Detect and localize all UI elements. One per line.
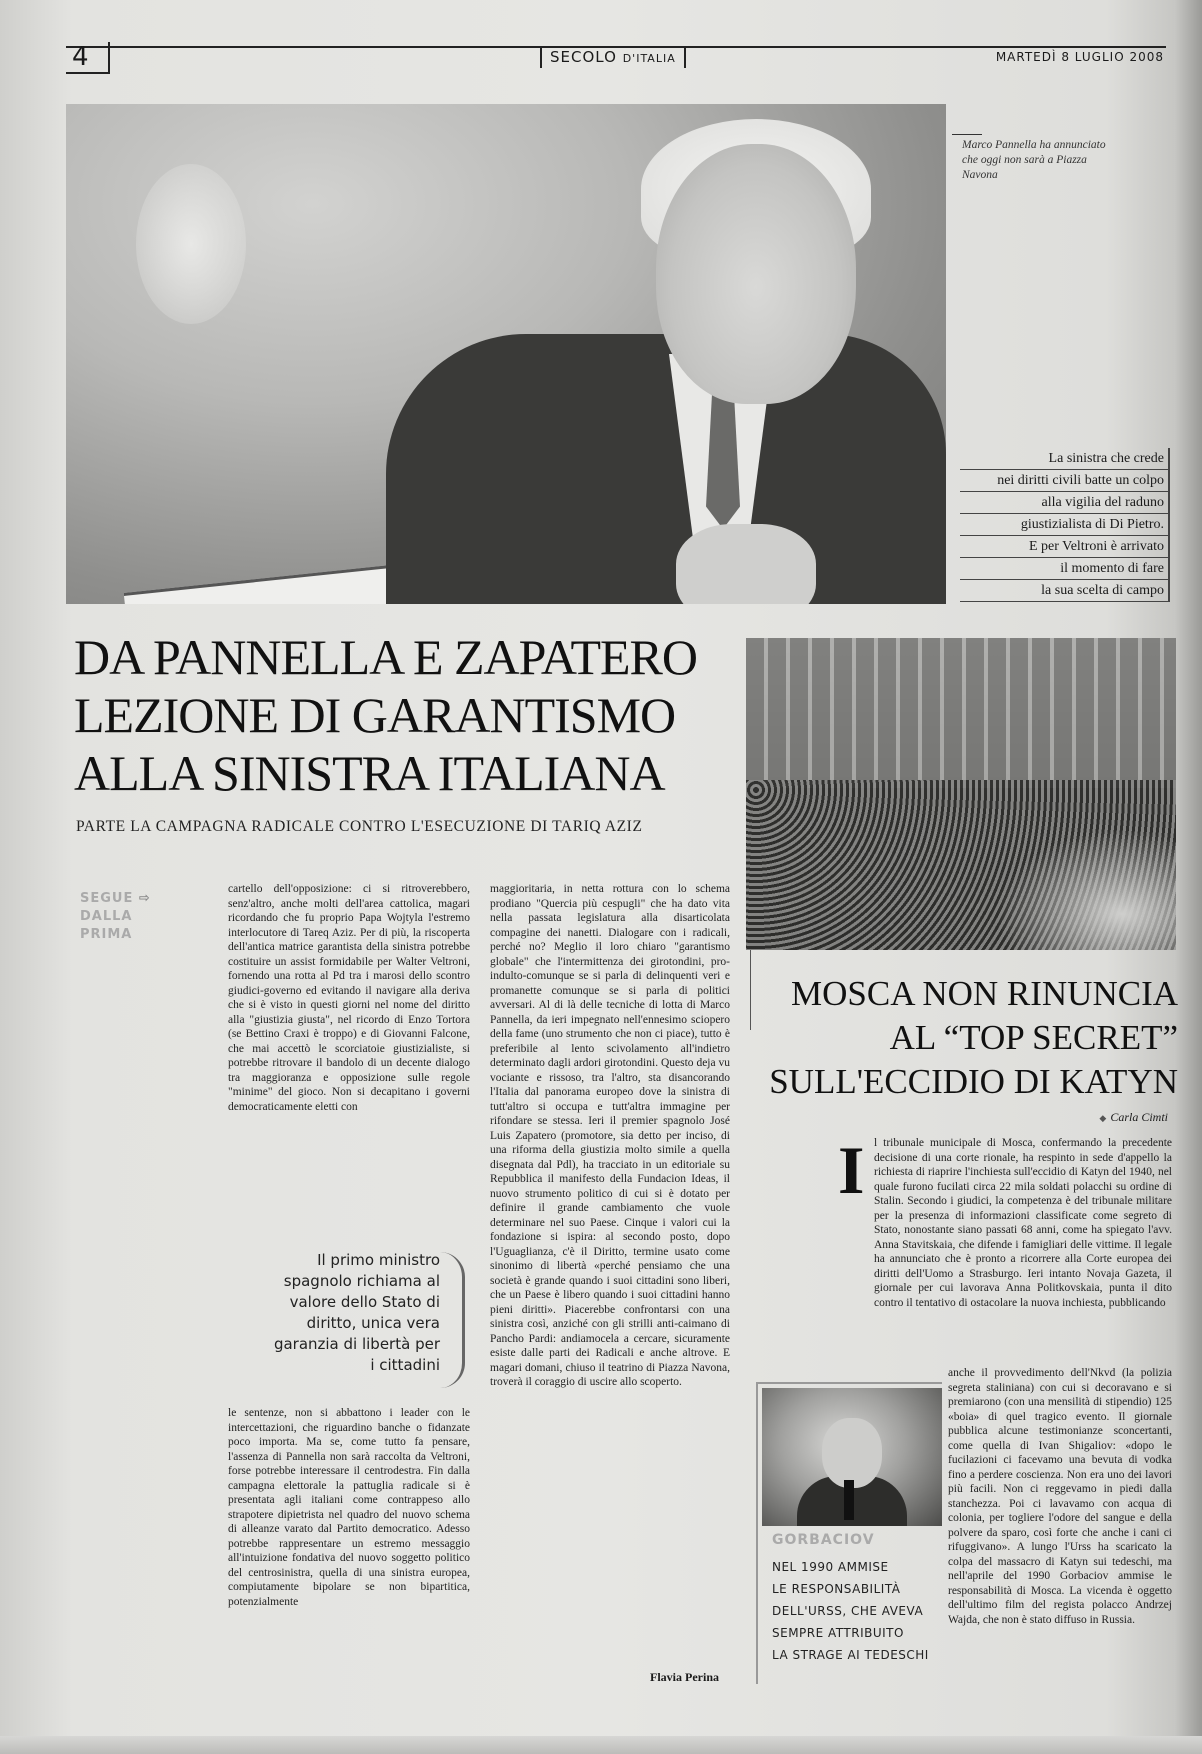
main-headline (74, 628, 744, 802)
photo-background-light (136, 164, 246, 324)
masthead-small: D'ITALIA (622, 52, 676, 65)
pullquote-line: la sua scelta di campo (960, 580, 1170, 602)
photo-head (822, 1418, 882, 1488)
page-spine-shadow (1174, 0, 1202, 1754)
box-title: GORBACIOV (772, 1532, 875, 1548)
side-headline (752, 972, 1178, 1104)
box-line: SEMPRE ATTRIBUITO (772, 1626, 904, 1640)
article-column-1-continued: le sentenze, non si abbattono i leader con le intercettazioni, che riguardino banche o fidanzate poco importa. Ma se, come tutto fa pensare, l'assenza di Pannella non sarà raccolta da Veltroni, forse potrebbe interessare il centrodestra. Fin dalla campagna elettorale la pattuglia radicale si è presentata agli italiani come contrappeso allo strapotere dipietrista nel quadro del nuovo schema di alleanze varato dal Partito democratico. Adesso potrebbe rappresentare un estremo messaggio all'intuizione fondativa del nuovo soggetto politico del centrosinistra, quella di una sinistra europea, compiutamente bipolare se non bipartitica, potenzialmente (228, 1407, 470, 1608)
side-article-paragraph: l tribunale municipale di Mosca, confermando la precedente decisione di una corte rionale, ha respinto in sede d'appello la richiesta di riaprire l'inchiesta sull'eccidio di Katyn del 1940, nel quale furono fucilati circa 22 mila soldati polacchi su ordine di Stalin. Secondo i giudici, la competenza è del tribunale militare per la presenza di informazioni classificate come segreto di Stato, nonostante siano passati 68 anni, come ha spiegato l'avv. Anna Stavitskaia, che difende i famigliari delle vittime. Il legale ha annunciato che è pronto a ricorrere alla Corte europea dei diritti dell'Uomo a Strasburgo. Ieri intanto Novaja Gazeta, il giornale per cui lavorava Anna Politkovskaia, punta il dito contro il tentativo di ostacolare la nuova inchiesta, pubblicando (874, 1137, 1172, 1309)
caption-rule (952, 134, 982, 135)
pullquote-line: La sinistra che crede (960, 448, 1170, 470)
side-headline-line: MOSCA NON RINUNCIA (791, 974, 1178, 1013)
side-headline-line: AL “TOP SECRET” (889, 1018, 1178, 1057)
masthead (540, 46, 686, 68)
page-number: 4 (66, 42, 110, 74)
headline-line: DA PANNELLA E ZAPATERO (74, 629, 697, 685)
side-author: Carla Cimti (1110, 1110, 1168, 1124)
photo-suit (386, 334, 946, 604)
segue-word: PRIMA (80, 927, 133, 942)
segue-word: DALLA (80, 909, 133, 924)
dateline: MARTEDÌ 8 LUGLIO 2008 (995, 50, 1164, 64)
photo-haze (996, 830, 1176, 950)
segue-dalla-prima (80, 890, 151, 944)
pullquote-line: nei diritti civili batte un colpo (960, 470, 1170, 492)
side-headline-line: SULL'ECCIDIO DI KATYN (769, 1062, 1178, 1101)
article-column-1: cartello dell'opposizione: ci si ritroverebbero, senz'altro, anche molti dell'area cattolica, magari ricordando che fu proprio Papa Wojtyla l'estremo interlocutore di Tareq Aziz. Per di più, la riscoperta dell'antica matrice garantista della sinistra potrebbe costituire un assist formidabile per Walter Veltroni, fornendo una rotta al Pd tra i marosi dello scontro giudici-governo ed evitando il navigare alla deriva che si è visto in questi giorni nel nome del diritto alla "giustizia giusta", nel ricordo di Enzo Tortora (se Bettino Craxi è troppo) e di Giovanni Falcone, che mai accettò le scorciatoie giustizialiste, si potrebbe ritrovare il bandolo di un decente dialogo tra maggioranza e opposizione sulle regole "minime" del gioco. Non si decapitano i governi democraticamente eletti con (228, 883, 470, 1113)
gorbaciov-photo (762, 1388, 942, 1526)
pullquote-line: E per Veltroni è arrivato (960, 536, 1170, 558)
headline-line: LEZIONE DI GARANTISMO (74, 687, 676, 743)
photo-structures (746, 638, 1176, 788)
pullquote-line: il momento di fare (960, 558, 1170, 580)
side-article-text-continued: anche il provvedimento dell'Nkvd (la polizia segreta staliniana) con cui si decoravano e si premiarono (con una mensilità di stipendio) 125 «boia» di quel tragico evento. Il giornale pubblica alcune testimonianze sconcertanti, come quella di Ivan Shigaliov: «dopo le fucilazioni ci facevamo una bevuta di vodka fino a perdere coscienza. Non era uno dei lavori più facili. Non ci reggevamo in piedi dalla stanchezza. Poi ci lavavamo con acqua di colonia, per togliere l'odore del sangue e della polvere da sparo, così forte che anche i cani ci rifuggivano». A lungo l'Urss ha scaricato la colpa del massacro di Katyn sui tedeschi, ma nell'aprile del 1990 Gorbaciov ammise le responsabilità di Mosca. La vicenda è oggetto dell'ultimo film del regista polacco Andrzej Wajda, che non è stato diffuso in Russia. (948, 1367, 1172, 1626)
side-article-text (838, 1132, 1172, 1366)
article-author: Flavia Perina (650, 1670, 719, 1684)
masthead-main: SECOLO (550, 48, 617, 66)
callout-quote: Il primo ministro spagnolo richiama al valore dello Stato di diritto, unica vera garanzia di libertà per i cittadini (273, 1251, 440, 1374)
box-line: DELL'URSS, CHE AVEVA (772, 1604, 924, 1618)
headline-line: ALLA SINISTRA ITALIANA (74, 745, 665, 801)
box-line: LA STRAGE AI TEDESCHI (772, 1648, 929, 1662)
article-column-2: maggioritaria, in netta rottura con lo schema prodiano "Quercia più cespugli" che ha dato vita nella passata legislatura alla disarticolata compagine dei nanetti. Dialogare con i radicali, perché no? Meglio il loro chiaro "garantismo globale" che l'intermittenza dei girotondini, pro-indulto-comunque se si parla di delinquenti veri e promanette comunque se si parla di politici avversari. Al di là delle tecniche di lotta di Marco Pannella, da ieri impegnato nell'ennesimo sciopero della fame (uno strumento che non ci piace), tutto è preferibile al lento scivolamento all'indietro determinato dagli ardori girotondini. Questo deja vu vociante e rissoso, tra l'altro, sta disancorando l'Italia dal panorama europeo dove la sinistra di tutt'altro si occupa e tutt'altra immagine per rifondare se stessa. Ieri il premier spagnolo José Luis Zapatero (promotore, sia detto per inciso, di una riforma della giustizia molto simile a quella disegnata dal Pdl), ha tracciato in un editoriale su Repubblica il manifesto della Fundacion Ideas, il nuovo strumento politico di cui si è dotato per definire il grande cambiamento che vuole determinare nel suo Paese. Cinque i valori cui la fondazione si ispira: al secondo posto, dopo l'Uguaglianza, c'è il Diritto, termine usato come sinonimo di libertà «perché pensiamo che una società è grande quando i suoi cittadini sono liberi, che un Paese è libero quando i suoi cittadini hanno pieni diritti». Piacerebbe confrontarsi con una sinistra così, anziché con gli strilli anti-caimano di Pancho Pardi: andiamocela a cercare, sicuramente esiste dalle parti dei Radicali e anche altrove. E magari domani, chiuso il teatrino di Piazza Navona, troverà il coraggio di uscire allo scoperto. (490, 883, 730, 1388)
side-byline (1099, 1110, 1168, 1125)
pullquote-line: giustizialista di Di Pietro. (960, 514, 1170, 536)
box-caption (772, 1556, 942, 1666)
diamond-icon: ◆ (1099, 1113, 1107, 1123)
page-bottom-edge (0, 1736, 1202, 1754)
box-line: LE RESPONSABILITÀ (772, 1582, 901, 1596)
photo-face (656, 144, 856, 404)
drop-cap: I (838, 1132, 865, 1208)
box-line: NEL 1990 AMMISE (772, 1560, 889, 1574)
katyn-crowd-photo (746, 638, 1176, 950)
photo-hand (676, 524, 816, 604)
side-frame-rule (750, 950, 751, 1030)
subheadline: PARTE LA CAMPAGNA RADICALE CONTRO L'ESECUZIONE DI TARIQ AZIZ (76, 818, 643, 835)
segue-word: SEGUE ⇨ (80, 891, 151, 906)
photo-microphone (844, 1480, 854, 1520)
pullquote (960, 448, 1170, 602)
pullquote-line: alla vigilia del raduno (960, 492, 1170, 514)
brace-decoration (440, 1252, 465, 1388)
arrow-right-icon: ⇨ (138, 891, 151, 906)
pannella-photo (66, 104, 946, 604)
photo-caption: Marco Pannella ha annunciato che oggi non sarà a Piazza Navona (962, 139, 1106, 181)
